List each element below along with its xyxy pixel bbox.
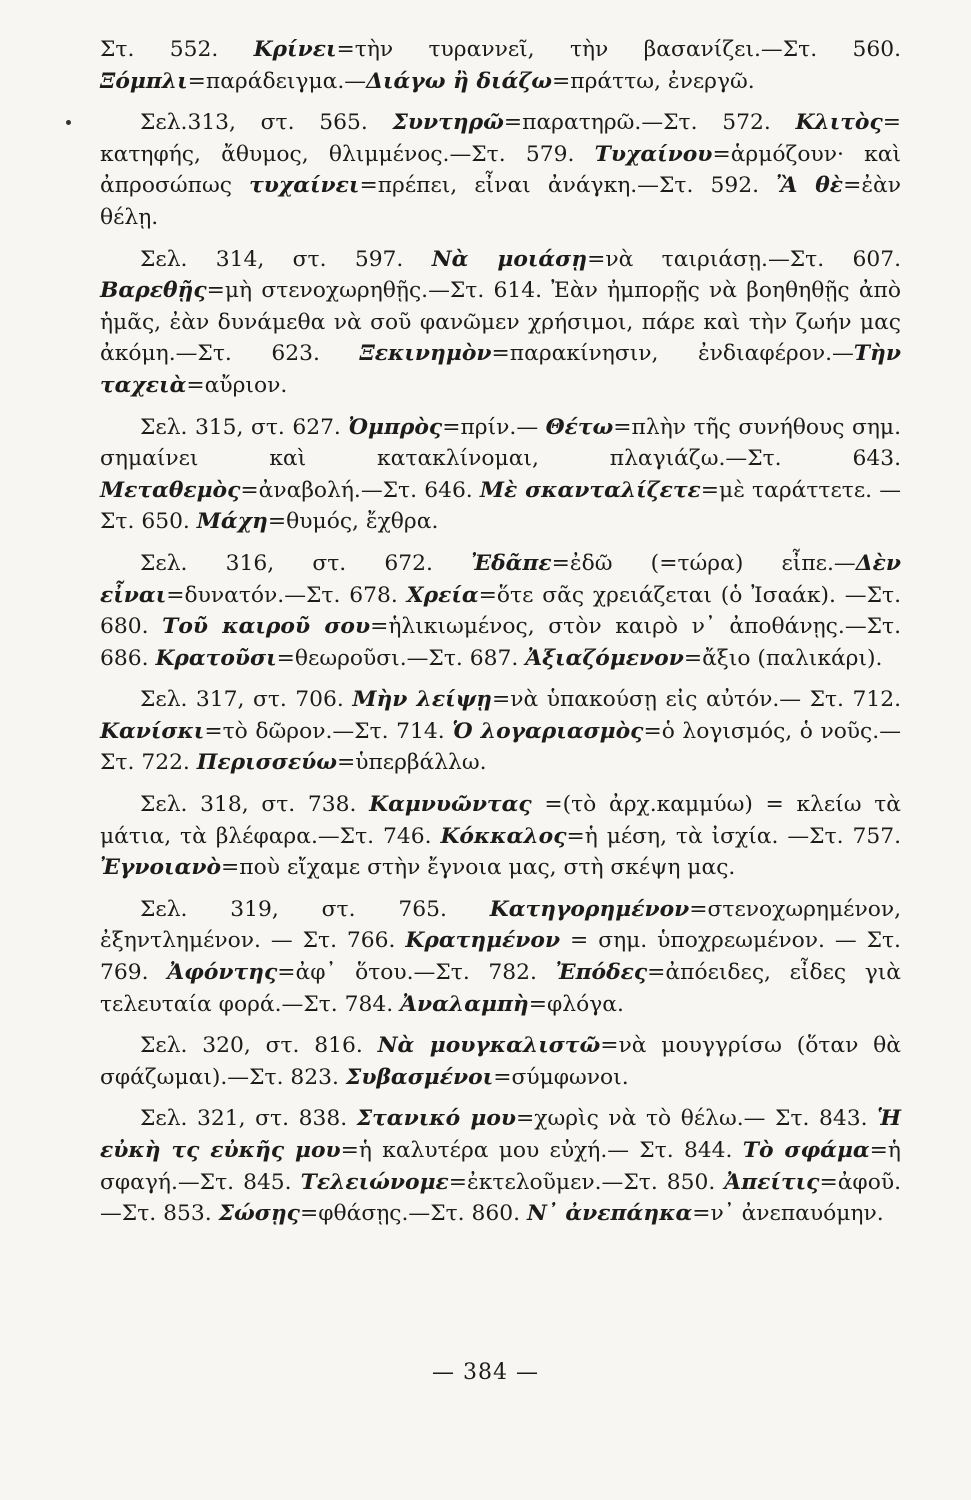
glossary-paragraph bbox=[100, 412, 901, 538]
line-reference: Σελ. 319, στ. 765. bbox=[140, 896, 490, 922]
gloss-text: =ἡ σφαγή.—Στ. 845. bbox=[100, 1138, 901, 1195]
glossary-term: Κόκκαλος bbox=[440, 823, 567, 849]
line-reference: Σελ. 321, στ. 838. bbox=[140, 1106, 357, 1132]
glossary-paragraph bbox=[100, 548, 901, 674]
gloss-text: =φθάσῃς.—Στ. 860. bbox=[299, 1201, 527, 1227]
glossary-term: Καμνυῶντας bbox=[369, 792, 532, 818]
gloss-text: =τὸ δῶρον.—Στ. 714. bbox=[204, 718, 453, 744]
gloss-text: =μὲ ταράττετε. — Στ. 650. bbox=[100, 477, 902, 535]
line-reference: Σελ. 315, στ. 627. bbox=[140, 414, 349, 440]
glossary-term: Ἐπόδες bbox=[555, 960, 648, 986]
glossary-term: Τὴν ταχειὰ bbox=[100, 341, 901, 398]
glossary-term: Μεταθεμὸς bbox=[100, 477, 241, 503]
glossary-term: Ἐδᾶπε bbox=[471, 550, 552, 576]
gloss-text: =τὴν τυραννεῖ, τὴν βασανίζει.—Στ. 560. bbox=[336, 37, 901, 62]
glossary-paragraph bbox=[100, 107, 901, 233]
gloss-text: =ἀναβολή.—Στ. 646. bbox=[240, 477, 480, 503]
glossary-term: Τελειώνομε bbox=[300, 1169, 449, 1195]
glossary-term: Περισσεύω bbox=[196, 750, 337, 776]
gloss-text: =νὰ ὑπακούσῃ εἰς αὐτόν.— Στ. 712. bbox=[492, 687, 901, 713]
line-reference: Σελ. 318, στ. 738. bbox=[140, 792, 370, 818]
glossary-paragraph bbox=[100, 789, 901, 884]
gloss-text: =δυνατόν.—Στ. 678. bbox=[166, 582, 407, 608]
gloss-text: =ὑπερβάλλω. bbox=[336, 750, 487, 776]
glossary-term: Ἀφόντης bbox=[167, 960, 278, 986]
glossary-term: Νὰ μουγκαλιστῶ bbox=[377, 1033, 601, 1059]
glossary-term: τυχαίνει bbox=[249, 173, 360, 199]
glossary-term: Χρεία bbox=[406, 582, 479, 608]
glossary-term: Ἀπείτις bbox=[724, 1169, 820, 1195]
glossary-term: Μὲ σκανταλίζετε bbox=[479, 477, 701, 503]
gloss-text: =ν᾽ ἀνεπαυόμην. bbox=[692, 1201, 884, 1227]
gloss-text: =ἐὰν θέλῃ. bbox=[100, 173, 901, 230]
glossary-term: Διάγω ἢ διάζω bbox=[366, 68, 553, 94]
page-number: — 384 — bbox=[432, 1360, 539, 1385]
line-reference: Σελ.313, στ. 565. bbox=[140, 110, 393, 136]
gloss-text: =παρακίνησιν, ἐνδιαφέρον.— bbox=[491, 341, 854, 367]
glossary-term: Θέτω bbox=[545, 414, 614, 440]
gloss-text: =ὅτε σᾶς χρειάζεται (ὁ Ἰσαάκ). —Στ. 680. bbox=[100, 582, 901, 640]
glossary-term: Κρατοῦσι bbox=[155, 645, 277, 671]
gloss-text: =ἐκτελοῦμεν.—Στ. 850. bbox=[448, 1169, 725, 1195]
gloss-text: =ἡ μέση, τὰ ἰσχία. —Στ. 757. bbox=[566, 823, 901, 849]
gloss-text: =ἡ καλυτέρα μου εὐχή.— Στ. 844. bbox=[340, 1138, 743, 1163]
gloss-text: = κατηφής, ἄθυμος, θλιμμένος.—Στ. 579. bbox=[100, 110, 901, 167]
glossary-term: Ἂ θὲ bbox=[776, 173, 844, 199]
gloss-text: =νὰ ταιριάσῃ.—Στ. 607. bbox=[587, 246, 901, 272]
glossary-term: Τυχαίνου bbox=[594, 141, 713, 167]
glossary-paragraph bbox=[100, 34, 901, 97]
glossary-term: Σώσῃς bbox=[218, 1201, 300, 1227]
glossary-term: Τὸ σφάμα bbox=[742, 1138, 870, 1163]
glossary-body bbox=[100, 34, 901, 1230]
glossary-paragraph bbox=[100, 1030, 901, 1093]
glossary-term: Ν᾽ ἀνεπάηκα bbox=[526, 1201, 693, 1227]
gloss-text: =χωρὶς νὰ τὸ θέλω.— Στ. 843. bbox=[516, 1106, 878, 1132]
glossary-term: Κρίνει bbox=[253, 37, 337, 62]
gloss-text: =φλόγα. bbox=[528, 991, 624, 1017]
glossary-term: Συντηρῶ bbox=[392, 110, 504, 136]
gloss-text: =ἐδῶ (=τώρα) εἶπε.— bbox=[551, 550, 856, 576]
glossary-term: Στανικό μου bbox=[356, 1106, 516, 1132]
gloss-text: =θεωροῦσι.—Στ. 687. bbox=[276, 645, 526, 671]
glossary-paragraph bbox=[100, 684, 901, 779]
gloss-text: =πλὴν τῆς συνήθους σημ. σημαίνει καὶ κατακλίνομαι, πλαγιάζω.—Στ. 643. bbox=[100, 414, 901, 472]
glossary-term: Ὀμπρὸς bbox=[348, 414, 443, 440]
glossary-term: Μάχη bbox=[196, 509, 268, 535]
gloss-text: =ἡλικιωμένος, στὸν καιρὸ ν᾽ ἀποθάνῃς.—Στ. 686. bbox=[100, 614, 902, 671]
glossary-term: Μὴν λείψῃ bbox=[352, 687, 493, 713]
line-reference: Στ. 552. bbox=[100, 37, 254, 62]
line-reference: Σελ. 320, στ. 816. bbox=[140, 1033, 378, 1059]
glossary-term: Ἀξιαζόμενον bbox=[525, 645, 684, 671]
gloss-text: = σημ. ὑποχρεωμένον. — Στ. 769. bbox=[100, 928, 901, 986]
glossary-term: Ἡ εὐκὴ τς εὐκῆς μου bbox=[100, 1106, 902, 1163]
glossary-term: Βαρεθῇς bbox=[100, 278, 207, 304]
line-reference: Σελ. 314, στ. 597. bbox=[140, 246, 432, 272]
glossary-term: Ἐγνοιανὸ bbox=[100, 855, 222, 881]
gloss-text: =νὰ μουγγρίσω (ὅταν θὰ σφάζωμαι).—Στ. 823. bbox=[100, 1033, 901, 1090]
line-reference: Σελ. 317, στ. 706. bbox=[140, 687, 353, 713]
glossary-term: Νὰ μοιάσῃ bbox=[431, 246, 588, 272]
glossary-term: Ἀναλαμπὴ bbox=[400, 991, 529, 1017]
glossary-term: Κατηγορημένον bbox=[489, 896, 690, 922]
glossary-term: Ξόμπλι bbox=[100, 68, 188, 94]
gloss-text: =στενοχωρημένον, ἐξηντλημένον. — Στ. 766. bbox=[100, 896, 901, 954]
gloss-text: =θυμός, ἔχθρα. bbox=[267, 509, 439, 535]
gloss-text: =ἀπόειδες, εἶδες γιὰ τελευταία φορά.—Στ. 784. bbox=[100, 960, 902, 1017]
line-reference: Σελ. 316, στ. 672. bbox=[140, 550, 472, 576]
gloss-text: =αὔριον. bbox=[186, 372, 288, 398]
margin-dot bbox=[66, 120, 71, 125]
gloss-text: =πρέπει, εἶναι ἀνάγκη.—Στ. 592. bbox=[359, 173, 777, 199]
gloss-text: =παρατηρῶ.—Στ. 572. bbox=[503, 110, 796, 136]
glossary-term: Ὁ λογαριασμὸς bbox=[452, 718, 644, 744]
gloss-text: =πράττω, ἐνεργῶ. bbox=[552, 68, 755, 94]
glossary-term: Συβασμένοι bbox=[345, 1064, 494, 1090]
glossary-term: Κρατημένον bbox=[405, 928, 561, 954]
glossary-paragraph bbox=[100, 1103, 901, 1229]
gloss-text: =σύμφωνοι. bbox=[493, 1064, 629, 1090]
glossary-term: Κανίσκι bbox=[100, 718, 205, 744]
gloss-text: =ἀφ᾽ ὅτου.—Στ. 782. bbox=[277, 960, 556, 986]
gloss-text: =(τὸ ἀρχ.καμμύω) = κλείω τὰ μάτια, τὰ βλέφαρα.—Στ. 746. bbox=[100, 792, 902, 849]
gloss-text: =ἁρμόζουν· καὶ ἀπροσώπως bbox=[100, 141, 901, 199]
glossary-term: Τοῦ καιροῦ σου bbox=[162, 614, 371, 640]
gloss-text: =πρίν.— bbox=[442, 414, 546, 440]
glossary-term: Ξεκινημὸν bbox=[359, 341, 492, 367]
gloss-text: =ἀφοῦ.—Στ. 853. bbox=[100, 1169, 901, 1227]
gloss-text: =ποὺ εἴχαμε στὴν ἔγνοια μας, στὴ σκέψη μας. bbox=[221, 855, 736, 881]
glossary-term: Δὲν εἶναι bbox=[100, 550, 901, 608]
gloss-text: =μὴ στενοχωρηθῇς.—Στ. 614. Ἐὰν ἠμπορῇς νὰ βοηθηθῇς ἀπὸ ἡμᾶς, ἐὰν δυνάμεθα νὰ σοῦ φανῶμεν χρήσιμοι, πάρε καὶ τὴν ζωήν μας ἀκόμη.—Στ. 623. bbox=[100, 278, 901, 367]
gloss-text: =ἄξιο (παλικάρι). bbox=[683, 645, 883, 671]
glossary-paragraph bbox=[100, 894, 901, 1020]
glossary-term: Κλιτὸς bbox=[795, 110, 883, 136]
gloss-text: =ὁ λογισμός, ὁ νοῦς.—Στ. 722. bbox=[100, 718, 901, 776]
glossary-paragraph bbox=[100, 244, 901, 402]
gloss-text: =παράδειγμα.— bbox=[187, 68, 367, 94]
